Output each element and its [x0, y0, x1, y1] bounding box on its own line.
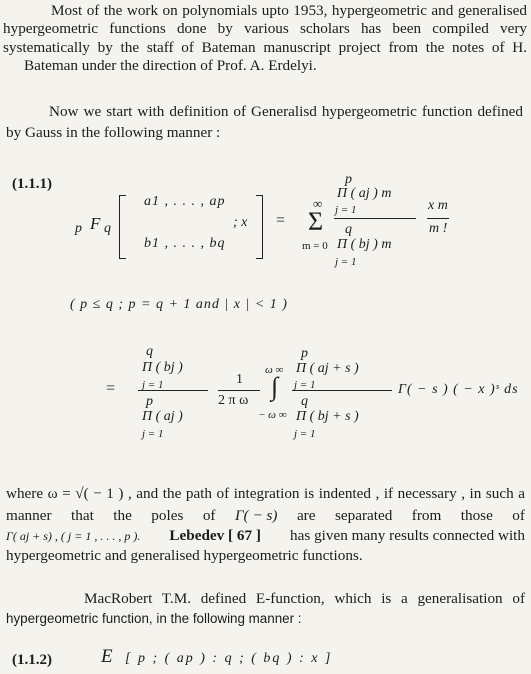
x-power-m: x m: [428, 198, 448, 213]
paragraph-4-line-2: hypergeometric function, in the following manner :: [6, 611, 302, 626]
word-from: from: [411, 507, 442, 524]
word-the: the: [113, 507, 132, 524]
pfq-left-subscript: p: [75, 221, 82, 236]
word-of-2: of: [512, 507, 525, 524]
integral-upper-limit: ω ∞: [265, 364, 284, 376]
paragraph-2-line-2: by Gauss in the following manner :: [6, 124, 221, 141]
word-of: of: [202, 507, 216, 524]
sum-lower-limit: m = 0: [302, 240, 328, 252]
sum-symbol: Σ: [308, 207, 324, 236]
int-num-lower: j = 1: [294, 379, 316, 391]
paragraph-1-line-3: systematically by the staff of Bateman manuscript project from the notes of H.: [3, 39, 527, 56]
right-bracket: [256, 195, 263, 259]
sum-upper-limit: ∞: [313, 196, 323, 211]
paragraph-4-line-1: MacRobert T.M. defined E-function, which is a generalisation of: [84, 590, 525, 607]
coef-num-lower: j = 1: [142, 379, 164, 391]
coef-fraction-bar: [138, 390, 208, 391]
equation-label-1-1-1: (1.1.1): [12, 176, 52, 192]
pfq-F: F: [90, 214, 101, 233]
coef-den-upper: p: [146, 394, 153, 409]
lebedev-citation: Lebedev [ 67 ]: [169, 527, 261, 544]
argument-separator: ; x: [233, 215, 248, 230]
int-den-upper: q: [301, 394, 308, 409]
int-num-product: Π ( aj + s ): [296, 361, 359, 376]
integrand-tail: Γ( − s ) ( − x )ˢ ds: [398, 382, 519, 397]
one-over-2-pi-omega-den: 2 π ω: [218, 393, 249, 408]
paragraph-1-line-2: hypergeometric functions done by various scholars has been compiled very: [3, 20, 527, 37]
int-num-upper: p: [301, 346, 308, 361]
fraction-bar-x: [427, 218, 449, 219]
denominator-lower: j = 1: [335, 256, 357, 268]
one-over-2-pi-omega-num: 1: [236, 372, 243, 387]
numerator-product: Π ( aj ) m: [337, 186, 392, 201]
denominator-product: Π ( bj ) m: [337, 237, 392, 252]
paragraph-1-line-4: Bateman under the direction of Prof. A. Erdelyi.: [24, 57, 317, 74]
word-manner: manner: [6, 507, 52, 524]
gamma-minus-s: Γ( − s): [234, 507, 278, 524]
paragraph-2-line-1: Now we start with definition of Generalisd hypergeometric function defined: [49, 103, 523, 120]
bottom-arguments: b1 , . . . , bq: [144, 236, 226, 251]
coef-den-lower: j = 1: [142, 428, 164, 440]
paragraph-3-line-4: hypergeometric and generalised hypergeometric functions.: [6, 547, 363, 564]
equals-sign-1: =: [276, 212, 286, 229]
int-den-product: Π ( bj + s ): [296, 409, 359, 424]
left-bracket: [119, 195, 126, 259]
integral-symbol: ∫: [271, 372, 279, 401]
word-are: are: [296, 507, 316, 524]
paragraph-1-line-1: Most of the work on polynomials upto 1953, hypergeometric and generalised: [51, 2, 527, 19]
paragraph-3-line-3-rest: has given many results connected with: [290, 527, 525, 544]
paragraph-3-line-3: [6, 527, 525, 545]
coef-num-upper: q: [146, 344, 153, 359]
equals-sign-2: =: [106, 380, 116, 397]
numerator-lower: j = 1: [335, 204, 357, 216]
top-arguments: a1 , . . . , ap: [144, 194, 226, 209]
equation-label-1-1-2: (1.1.2): [12, 652, 52, 668]
m-factorial: m !: [429, 221, 448, 236]
word-separated: separated: [334, 507, 393, 524]
paragraph-3-line-2: [6, 507, 525, 525]
numerator-upper: p: [345, 172, 352, 187]
E-function-symbol: E: [101, 646, 113, 667]
condition-line: ( p ≤ q ; p = q + 1 and | x | < 1 ): [70, 297, 288, 312]
word-that: that: [71, 507, 94, 524]
two-pi-omega-bar: [218, 390, 260, 391]
word-poles: poles: [151, 507, 184, 524]
gamma-aj-plus-s: Γ( aj + s) , ( j = 1 , . . . , p ).: [6, 529, 141, 543]
int-den-lower: j = 1: [294, 428, 316, 440]
fraction-bar-main: [334, 218, 416, 219]
pfq-right-subscript: q: [104, 221, 111, 236]
E-function-arguments: [ p ; ( ap ) : q ; ( bq ) : x ]: [125, 651, 333, 666]
denominator-upper: q: [345, 222, 352, 237]
paragraph-3-line-1: where ω = √( − 1 ) , and the path of integration is indented , if necessary , in such a: [6, 485, 525, 502]
integral-lower-limit: − ω ∞: [258, 409, 287, 421]
integrand-fraction-bar: [292, 390, 392, 391]
word-those: those: [460, 507, 493, 524]
coef-den-product: Π ( aj ): [142, 409, 183, 424]
coef-num-product: Π ( bj ): [142, 360, 183, 375]
